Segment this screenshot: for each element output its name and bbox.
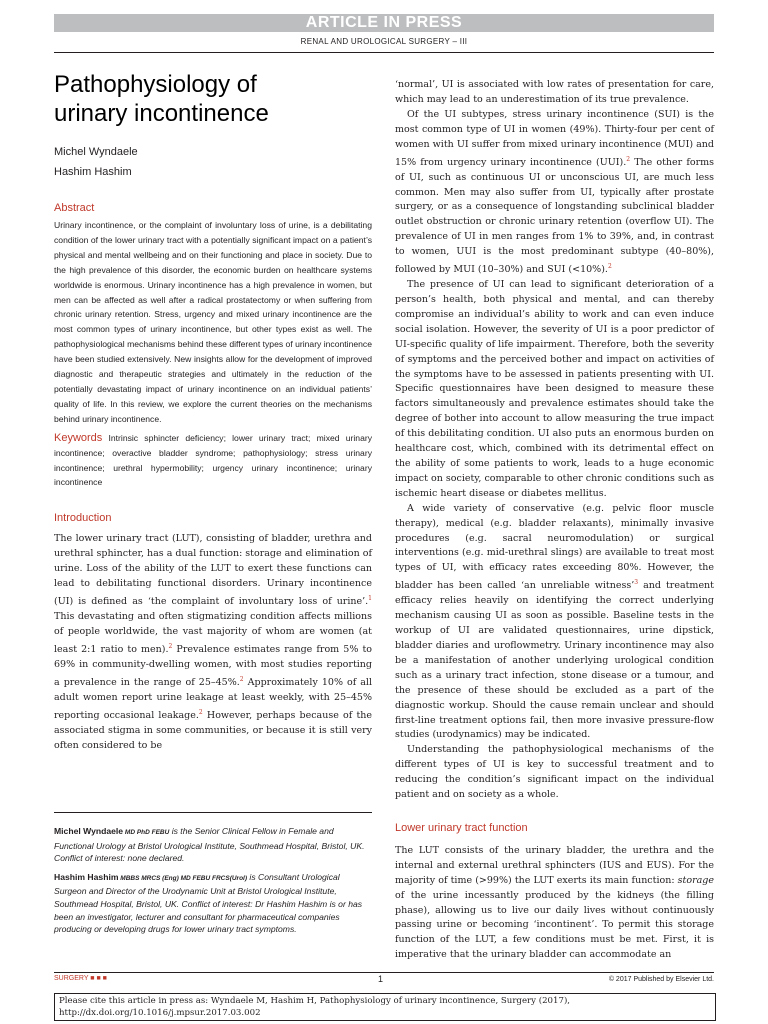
- paragraph: Understanding the pathophysiological mechanisms of the different types of UI is key to successful treatment and to reducing the condition’s significant impact on the individual patient and on society as a whole.: [395, 744, 714, 801]
- keywords-label: Keywords: [54, 431, 103, 444]
- footer-rule: [54, 972, 714, 973]
- keywords-text: Intrinsic sphincter deficiency; lower urinary tract; mixed urinary incontinence; overactive bladder syndrome; pathophysiology; stress urinary incontinence; urethral hypermobility; urgency urinary incontinence; urinary incontinence: [54, 432, 373, 488]
- reference-link[interactable]: 2: [607, 263, 612, 271]
- introduction-body: [54, 532, 372, 753]
- reference-link[interactable]: 3: [634, 579, 639, 587]
- lut-function-heading: Lower urinary tract function: [395, 821, 528, 834]
- abstract-heading: Abstract: [54, 202, 95, 214]
- keywords: [54, 431, 372, 491]
- author-name: Michel Wyndaele: [54, 146, 138, 158]
- citation-box[interactable]: Please cite this article in press as: Wyndaele M, Hashim H, Pathophysiology of urinary incontinence, Surgery (2017), http://dx.doi.org/10.1016/j.mpsur.2017.03.002: [54, 993, 716, 1021]
- author-footnote: Michel Wyndaele MD PhD FEBU is the Senior Clinical Fellow in Female and Functional Urology at Bristol Urological Institute, Southmead Hospital, Bristol, UK. Conflict of interest: none declared.: [54, 826, 365, 864]
- right-column: [395, 78, 714, 963]
- title-line-1: Pathophysiology of: [54, 71, 257, 98]
- abstract-text: Urinary incontinence, or the complaint of involuntary loss of urine, is a debilitating condition of the lower urinary tract with a potentially significant impact on a patient’s physical and mental wellbeing and on their functioning and place in society. Due to the high prevalence of this disorder, the economic burden on healthcare systems worldwide is enormous. Urinary incontinence has a high prevalence in women, but men can be affected as well after a radical prostatectomy or when suffering from chronic urinary retention. Stress, urgency and mixed urinary incontinence are the most common types of urinary incontinence, but other types exist as well. The pathophysiological mechanisms behind these different types of urinary incontinence have been studied extensively. New insights allow for the development of improved diagnostic and therapeutic strategies and ultimately in the reduction of the potentially devastating impact of urinary incontinence on an individual patients’ quality of life. In this review, we explore the current theories on the mechanisms behind urinary incontinence.: [54, 220, 373, 424]
- paragraph: A wide variety of conservative (e.g. pelvic floor muscle therapy), medical (e.g. bladder relaxants), minimally invasive procedures (e.g. sacral neuromodulation) or surgical interventions (e.g. mid-urethral slings) are available to treat most types of UI, with efficacy rates exceeding 80%. However, the bladder has been called ‘an unreliable witness’$^3$ and treatment efficacy relies heavily on identifying the correct underlying mechanism causing UI as soon as possible. Baseline tests in the workup of UI are validated questionnaires, urine dipstick, bladder diaries and uroflowmetry. Urinary incontinence may also be a manifestation of another underlying urological condition such as a urinary tract infection, stone disease or a tumour, and the presence of these should be excluded as a part of the diagnostic workup. Should the cause remain unclear and should first-line treatment options fail, then more invasive pressure-flow studies (urodynamics) may be indicated.: [395, 502, 714, 741]
- article-title: [54, 70, 372, 128]
- running-header: RENAL AND UROLOGICAL SURGERY – III: [300, 37, 468, 46]
- left-column: [54, 70, 372, 754]
- page-number: 1: [378, 974, 384, 984]
- title-line-2: urinary incontinence: [54, 100, 269, 127]
- introduction-heading: Introduction: [54, 512, 112, 525]
- paragraph: The presence of UI can lead to significant deterioration of a person’s health, both physical and mental, and can thereby compromise an individual’s ability to work and can even induce social isolation. However, the severity of UI is a poor predictor of UI-specific quality of life impairment. Therefore, both the severity of symptoms and the perceived bother and impact on activities of the symptoms have to be assessed in patients presenting with UI. Specific questionnaires have been designed to measure these factors simultaneously and prevalence estimates should take the degree of bother into account to allow measuring the true impact of this debilitating condition. UI also puts an enormous burden on healthcare cost, which, combined with its detrimental effect on the ability of some patients to work, leads to a huge economic impact on society, comparable to other chronic conditions such as ischemic heart disease or diabetes mellitus.: [395, 279, 714, 499]
- reference-link[interactable]: 2: [198, 708, 203, 716]
- footnote-rule: [54, 812, 372, 813]
- journal-footer: SURGERY ■ ■ ■: [54, 975, 107, 982]
- paragraph: The LUT consists of the urinary bladder, the urethra and the internal and external urethral sphincters (IUS and EUS). For the majority of time (>99%) the LUT exerts its main function: storage of the urine incessantly produced by the kidneys (the filling phase), allowing us to live our daily lives without continuously passing urine or becoming ‘incontinent’. To permit this storage function of the LUT, a few conditions must be met. First, it is imperative that the urinary bladder can accommodate an: [395, 844, 714, 961]
- author-footnote: Hashim Hashim MBBS MRCS (Eng) MD FEBU FRCS(Urol) is Consultant Urological Surgeon and Director of the Urodynamic Unit at Bristol Urological Institute, Southmead Hospital, Bristol, UK. Conflict of interest: Dr Hashim Hashim is or has been an investigator, lecturer and consultant for pharmaceutical companies producing or developing drugs for lower urinary tract symptoms.: [54, 871, 363, 935]
- author-footnotes: [54, 825, 372, 942]
- copyright: © 2017 Published by Elsevier Ltd.: [608, 976, 714, 983]
- author-name: Hashim Hashim: [54, 166, 132, 178]
- article-in-press-banner: ARTICLE IN PRESS: [54, 14, 714, 32]
- paragraph: Of the UI subtypes, stress urinary incontinence (SUI) is the most common type of UI in women (49%). Thirty-four per cent of women with UI suffer from mixed urinary incontinence (MUI) and 15% from urgency urinary incontinence (UUI).$^2$ The other forms of UI, such as continuous UI or unconscious UI, are much less common. Men may also suffer from UI, typically after prostate surgery, or as a consequence of longstanding subclinical bladder outlet obstruction or chronic urinary retention (overflow UI). The prevalence of UI in men ranges from 1% to 39%, and, in contrast to women, UUI is the most predominant subtype (40–80%), followed by MUI (10–30%) and SUI (<10%).$^2$: [395, 108, 714, 276]
- reference-link[interactable]: 1: [368, 594, 372, 602]
- reference-link[interactable]: 2: [626, 155, 631, 163]
- paragraph: ‘normal’, UI is associated with low rates of presentation for care, which may lead to an underestimation of its true prevalence.: [395, 79, 714, 105]
- reference-link[interactable]: 2: [168, 642, 173, 650]
- reference-link[interactable]: 2: [239, 675, 244, 683]
- paragraph: The lower urinary tract (LUT), consisting of bladder, urethra and urethral sphincter, has a dual function: storage and elimination of urine. Loss of the ability of the LUT to exert these functions can lead to debilitating functional disorders. Urinary incontinence (UI) is defined as ‘the complaint of involuntary loss of urine’.$^1$ This devastating and often stigmatizing condition affects millions of people worldwide, the vast majority of whom are women (at least 2:1 ratio to men).$^2$ Prevalence estimates range from 5% to 69% in community-dwelling women, with most studies reporting a prevalence in the range of 25–45%.$^2$ Approximately 10% of all adult women report urine leakage at least weekly, with 25–45% reporting occasional leakage.$^2$ However, perhaps because of the associated stigma in some communities, or because it is still very often considered to be: [54, 533, 373, 751]
- header-rule: [54, 52, 714, 53]
- author-list: [54, 142, 372, 182]
